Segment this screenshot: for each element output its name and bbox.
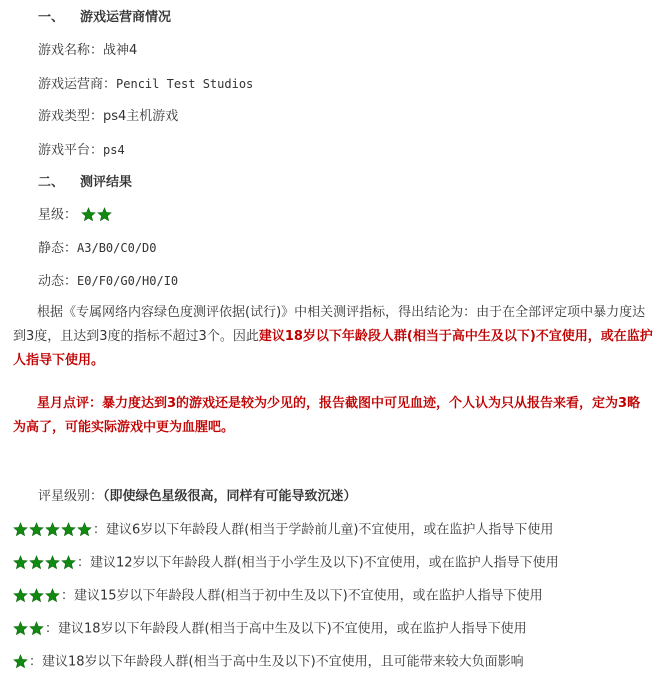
rating-label: 星级： xyxy=(38,207,78,223)
operator-value: Pencil Test Studios xyxy=(116,77,254,91)
legend-label: 评星级别： xyxy=(38,489,104,504)
legend-row-5-stars xyxy=(13,520,553,541)
legend-stars-1 xyxy=(13,652,29,672)
green-star-icon xyxy=(61,522,76,537)
game-type-label: 游戏类型： xyxy=(38,109,104,124)
platform-label: 游戏平台： xyxy=(38,143,104,158)
game-name-value: 战神4 xyxy=(103,43,138,58)
game-type-row xyxy=(38,107,178,127)
section-1-heading xyxy=(38,8,171,28)
legend-row-4-stars xyxy=(13,553,559,574)
green-star-icon xyxy=(13,555,28,570)
game-name-row xyxy=(38,41,137,61)
legend-text-3: ：建议15岁以下年龄段人群(相当于初中生及以下)不宜使用，或在监护人指导下使用 xyxy=(61,588,543,604)
green-star-icon xyxy=(45,522,60,537)
section-1-title: 游戏运营商情况 xyxy=(80,10,172,25)
dynamic-value: E0/F0/G0/H0/I0 xyxy=(77,274,179,288)
green-star-icon xyxy=(29,522,44,537)
legend-text-5: ：建议6岁以下年龄段人群(相当于学龄前儿童)不宜使用，或在监护人指导下使用 xyxy=(93,522,554,538)
legend-row-2-stars xyxy=(13,619,527,640)
conclusion-emphasis: 建议18岁以下年龄段人群(相当于高中生及以下)不宜使用，或在监护人指导下使用。 xyxy=(13,329,653,368)
platform-value: ps4 xyxy=(103,143,125,157)
legend-row-1-star xyxy=(13,652,524,673)
section-2-number: 二、 xyxy=(38,175,65,190)
legend-text-2: ：建议18岁以下年龄段人群(相当于高中生及以下)不宜使用，或在监护人指导下使用 xyxy=(45,621,527,637)
game-type-value: ps4主机游戏 xyxy=(103,109,179,124)
green-star-icon xyxy=(45,588,60,603)
green-star-icon xyxy=(81,207,96,222)
legend-row-3-stars xyxy=(13,586,543,607)
section-1-number: 一、 xyxy=(38,10,65,25)
section-2-heading xyxy=(38,173,132,193)
green-star-icon xyxy=(13,522,28,537)
legend-stars-2 xyxy=(13,619,45,639)
dynamic-row xyxy=(38,271,178,292)
static-row xyxy=(38,238,157,259)
conclusion-paragraph xyxy=(13,301,653,373)
green-star-icon xyxy=(13,621,28,636)
legend-note: （即使绿色星级很高，同样有可能导致沉迷） xyxy=(103,489,357,504)
static-value: A3/B0/C0/D0 xyxy=(77,241,157,255)
game-name-label: 游戏名称： xyxy=(38,43,104,58)
green-star-icon xyxy=(13,588,28,603)
platform-row xyxy=(38,140,125,161)
legend-heading xyxy=(38,487,357,507)
green-star-icon xyxy=(13,654,28,669)
green-star-icon xyxy=(29,621,44,636)
section-2-title: 测评结果 xyxy=(80,175,133,190)
dynamic-label: 动态： xyxy=(38,274,78,289)
legend-text-4: ：建议12岁以下年龄段人群(相当于小学生及以下)不宜使用，或在监护人指导下使用 xyxy=(77,555,559,571)
operator-row xyxy=(38,74,253,95)
legend-stars-4 xyxy=(13,553,77,573)
reviewer-comment: 星月点评：暴力度达到3的游戏还是较为少见的，报告截图中可见血迹，个人认为只从报告来看，定为3略为高了，可能实际游戏中更为血腥吧。 xyxy=(13,396,641,435)
rating-stars xyxy=(81,205,113,225)
green-star-icon xyxy=(29,555,44,570)
legend-text-1: ：建议18岁以下年龄段人群(相当于高中生及以下)不宜使用，且可能带来较大负面影响 xyxy=(29,654,524,670)
green-star-icon xyxy=(97,207,112,222)
green-star-icon xyxy=(61,555,76,570)
conclusion-text: 根据《专属网络内容绿色度测评依据(试行)》中相关测评指标，得出结论为：由于在全部评定项中暴力度达到3度，且达到3度的指标不超过3个。因此 xyxy=(13,305,646,344)
operator-label: 游戏运营商： xyxy=(38,77,117,92)
static-label: 静态： xyxy=(38,241,78,256)
rating-row xyxy=(38,205,113,226)
green-star-icon xyxy=(77,522,92,537)
legend-stars-3 xyxy=(13,586,61,606)
legend-stars-5 xyxy=(13,520,93,540)
green-star-icon xyxy=(29,588,44,603)
green-star-icon xyxy=(45,555,60,570)
